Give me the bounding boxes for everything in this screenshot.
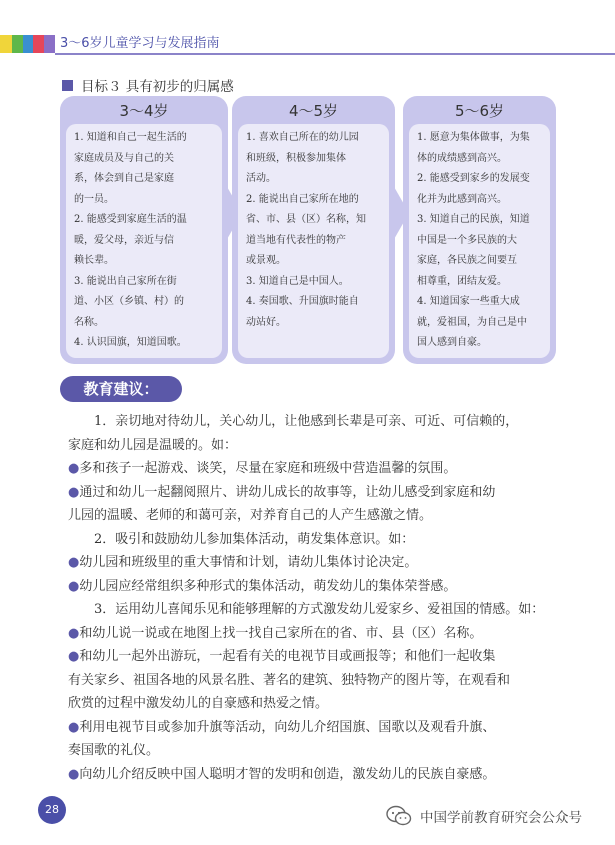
bullet-icon: ●: [68, 649, 80, 664]
bullet-paragraph: [68, 551, 580, 575]
paragraph: [68, 692, 580, 716]
paragraph-text: 奏国歌的礼仪。: [68, 743, 160, 758]
list-item: 中国是一个多民族的大: [417, 234, 517, 246]
paragraph-text: 幼儿园应经常组织多种形式的集体活动，萌发幼儿的集体荣誉感。: [79, 578, 457, 594]
bullet-icon: ●: [68, 719, 80, 735]
list-item: 动站好。: [246, 316, 286, 328]
age-group-items: [238, 124, 389, 358]
paragraph-text: 通过和幼儿一起翻阅照片、讲幼儿成长的故事等，让幼儿感受到家庭和幼: [79, 484, 496, 500]
age-group-items: [66, 124, 222, 358]
list-item: 道、小区（乡镇、村）的: [74, 296, 184, 307]
paragraph-text: 多和孩子一起游戏、谈笑，尽量在家庭和班级中营造温馨的氛围。: [79, 461, 457, 476]
list-item: 道当地有代表性的物产: [246, 234, 346, 246]
page-header: [0, 0, 615, 58]
paragraph-text: 利用电视节目或参加升旗等活动，向幼儿介绍国旗、国歌以及观看升旗、: [79, 719, 496, 735]
advice-body: [68, 410, 580, 786]
list-item: 1. 知道和自己一起生活的: [74, 132, 187, 143]
age-group-title: 4～5岁: [288, 102, 339, 120]
bullet-paragraph: [68, 457, 580, 481]
list-item: 相尊重，团结友爱。: [417, 275, 507, 287]
list-item: 1. 愿意为集体做事，为集: [417, 132, 530, 143]
bullet-paragraph: [68, 575, 580, 599]
header-color-block: [33, 35, 44, 53]
age-group-5-6: [403, 96, 556, 364]
paragraph-text: 向幼儿介绍反映中国人聪明才智的发明和创造，激发幼儿的民族自豪感。: [79, 766, 496, 782]
list-item: 赖长辈。: [74, 255, 114, 266]
paragraph: [68, 528, 580, 552]
goal-heading: [62, 75, 234, 95]
list-item: 4. 认识国旗，知道国歌。: [74, 337, 187, 348]
bullet-icon: ●: [68, 555, 80, 570]
bullet-icon: ●: [68, 578, 80, 594]
bullet-paragraph: [68, 645, 580, 669]
watermark: [386, 805, 582, 827]
list-item: 体的成绩感到高兴。: [417, 152, 507, 164]
list-item: 家庭成员及与自己的关: [74, 152, 174, 164]
list-item: 2. 能感受到家庭生活的温: [74, 214, 187, 225]
paragraph-text: 和幼儿说一说或在地图上找一找自己家所在的省、市、县（区）名称。: [79, 625, 483, 641]
paragraph-text: 幼儿园和班级里的重大事情和计划，请幼儿集体讨论决定。: [79, 555, 418, 570]
list-item: 1. 喜欢自己所在的幼儿园: [246, 132, 359, 143]
bullet-icon: ●: [68, 484, 80, 500]
bullet-icon: ●: [68, 625, 80, 641]
list-item: 4. 奏国歌、升国旗时能自: [246, 296, 359, 307]
bullet-paragraph: [68, 622, 580, 646]
paragraph: [68, 434, 580, 458]
bullet-paragraph: [68, 716, 580, 740]
square-bullet-icon: [62, 80, 73, 91]
paragraph-text: 和幼儿一起外出游玩，一起看有关的电视节目或画报等；和他们一起收集: [79, 649, 496, 664]
age-group-title: 5～6岁: [454, 102, 505, 120]
list-item: 3. 知道自己是中国人。: [246, 275, 349, 287]
bullet-icon: ●: [68, 766, 80, 782]
page-number: 28: [38, 796, 66, 824]
paragraph-text: 家庭和幼儿园是温暖的。如：: [68, 437, 238, 453]
list-item: 就，爱祖国，为自己是中: [417, 316, 527, 328]
age-group-3-4: [60, 96, 228, 364]
header-color-block: [0, 35, 12, 53]
list-item: 和班级，积极参加集体: [246, 152, 346, 164]
list-item: 名称。: [74, 316, 104, 328]
list-item: 或景观。: [246, 255, 286, 266]
paragraph-text: 儿园的温暖、老师的和蔼可亲，对养育自己的人产生感激之情。: [68, 508, 433, 523]
paragraph-text: 有关家乡、祖国各地的风景名胜、著名的建筑、独特物产的图片等，在观看和: [68, 672, 511, 688]
list-item: 暖，爱父母，亲近与信: [74, 234, 174, 246]
bullet-paragraph: [68, 763, 580, 787]
paragraph: [68, 739, 580, 763]
list-item: 省、市、县（区）名称，知: [246, 214, 366, 225]
list-item: 活动。: [246, 173, 276, 184]
wechat-icon: [386, 805, 412, 827]
paragraph-text: 3．运用幼儿喜闻乐见和能够理解的方式激发幼儿爱家乡、爱祖国的情感。如：: [94, 602, 545, 617]
list-item: 4. 知道国家一些重大成: [417, 296, 520, 307]
list-item: 国人感到自豪。: [417, 337, 487, 348]
header-divider: [55, 53, 615, 55]
list-item: 家庭，各民族之间要互: [417, 255, 517, 266]
header-color-block: [12, 35, 23, 53]
list-item: 3. 能说出自己家所在街: [74, 275, 177, 287]
list-item: 2. 能说出自己家所在地的: [246, 193, 359, 205]
age-group-title: 3～4岁: [119, 102, 169, 120]
list-item: 的一员。: [74, 193, 114, 205]
paragraph: [68, 410, 580, 434]
age-group-items: [409, 124, 550, 358]
list-item: 3. 知道自己的民族，知道: [417, 214, 530, 225]
paragraph-text: 1．亲切地对待幼儿，关心幼儿，让他感到长辈是可亲、可近、可信赖的，: [94, 414, 519, 429]
list-item: 2. 能感受到家乡的发展变: [417, 173, 530, 184]
bullet-paragraph: [68, 481, 580, 505]
watermark-text: 中国学前教育研究会公众号: [420, 810, 582, 826]
paragraph-text: 2．吸引和鼓励幼儿参加集体活动，萌发集体意识。如：: [94, 531, 415, 547]
paragraph-text: 欣赏的过程中激发幼儿的自豪感和热爱之情。: [68, 696, 329, 711]
list-item: 系，体会到自己是家庭: [74, 173, 174, 184]
goal-heading-text: 目标３ 具有初步的归属感: [81, 79, 234, 95]
paragraph: [68, 598, 580, 622]
age-group-4-5: [232, 96, 395, 364]
paragraph: [68, 669, 580, 693]
advice-label: 教育建议：: [60, 376, 182, 402]
header-color-block: [44, 35, 55, 53]
list-item: 化并为此感到高兴。: [417, 193, 507, 205]
paragraph: [68, 504, 580, 528]
header-color-block: [23, 35, 33, 53]
book-title: 3～6岁儿童学习与发展指南: [60, 36, 220, 51]
bullet-icon: ●: [68, 461, 80, 476]
